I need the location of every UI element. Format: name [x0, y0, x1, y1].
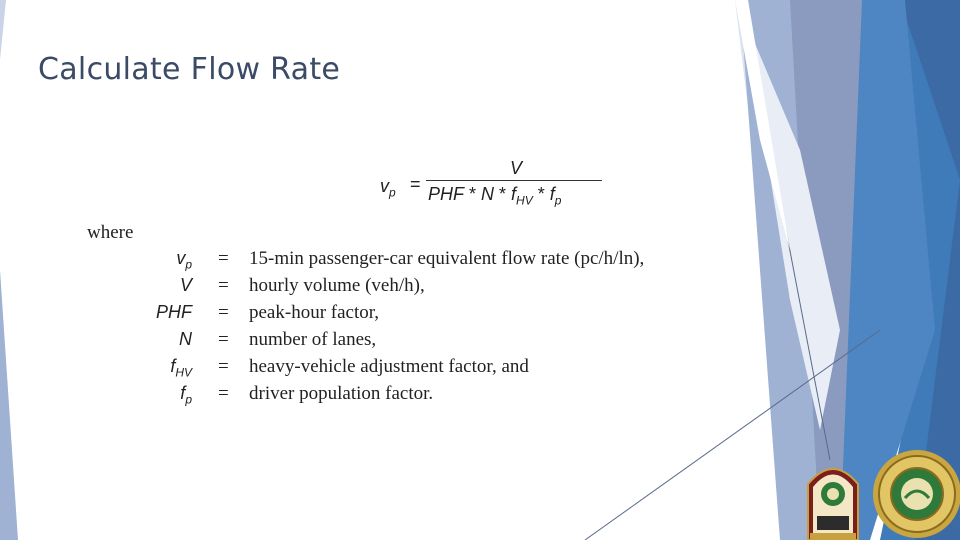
def-symbol — [112, 248, 192, 272]
den-op-3: * — [532, 184, 550, 204]
left-deco-shape — [0, 270, 18, 540]
den-f-p-sub: p — [554, 193, 562, 208]
def-symbol-base: V — [179, 275, 192, 295]
den-phf: PHF — [428, 184, 464, 204]
def-symbol — [112, 329, 192, 353]
def-equals: = — [218, 356, 229, 377]
def-symbol-base: N — [179, 329, 192, 349]
def-symbol-base: f — [180, 383, 186, 403]
college-emblem-icon — [802, 458, 864, 540]
university-seal-icon — [872, 448, 960, 540]
def-description: peak-hour factor, — [249, 302, 380, 323]
def-equals: = — [218, 329, 229, 350]
def-symbol — [112, 383, 192, 407]
def-description: heavy-vehicle adjustment factor, and — [249, 356, 529, 377]
den-f-hv-sub: HV — [516, 193, 533, 208]
den-op-1: * — [464, 184, 482, 204]
def-equals: = — [218, 383, 229, 404]
formula-lhs-sub: p — [389, 185, 396, 200]
formula-equals: = — [410, 174, 421, 194]
def-description: number of lanes, — [249, 329, 377, 350]
den-n: N — [481, 184, 495, 204]
def-description: driver population factor. — [249, 383, 434, 404]
def-symbol-base: f — [170, 356, 176, 376]
den-f-hv: f — [511, 184, 517, 204]
def-symbol-sub: p — [185, 257, 192, 272]
def-equals: = — [218, 248, 229, 269]
left-edge-decoration — [0, 0, 30, 540]
def-equals: = — [218, 275, 229, 296]
def-description: 15-min passenger-car equivalent flow rate (pc/h/ln), — [249, 248, 645, 269]
def-symbol-base: v — [176, 248, 186, 268]
def-symbol-base: PHF — [156, 302, 192, 322]
where-label: where — [87, 222, 134, 243]
formula-lhs — [380, 176, 396, 200]
def-symbol — [112, 356, 192, 380]
den-op-2: * — [494, 184, 512, 204]
def-description: hourly volume (veh/h), — [249, 275, 425, 296]
formula-numerator: V — [510, 158, 523, 178]
def-symbol-sub: p — [185, 392, 192, 407]
formula-lhs-base: v — [380, 176, 389, 196]
def-symbol-sub: HV — [175, 365, 192, 380]
def-equals: = — [218, 302, 229, 323]
def-symbol — [112, 275, 192, 299]
den-f-p: f — [549, 184, 555, 204]
left-deco-shape-top — [0, 0, 6, 60]
fraction-bar — [426, 180, 602, 181]
formula-denominator — [428, 184, 561, 208]
def-symbol — [112, 302, 192, 326]
page-title: Calculate Flow Rate — [38, 52, 341, 87]
